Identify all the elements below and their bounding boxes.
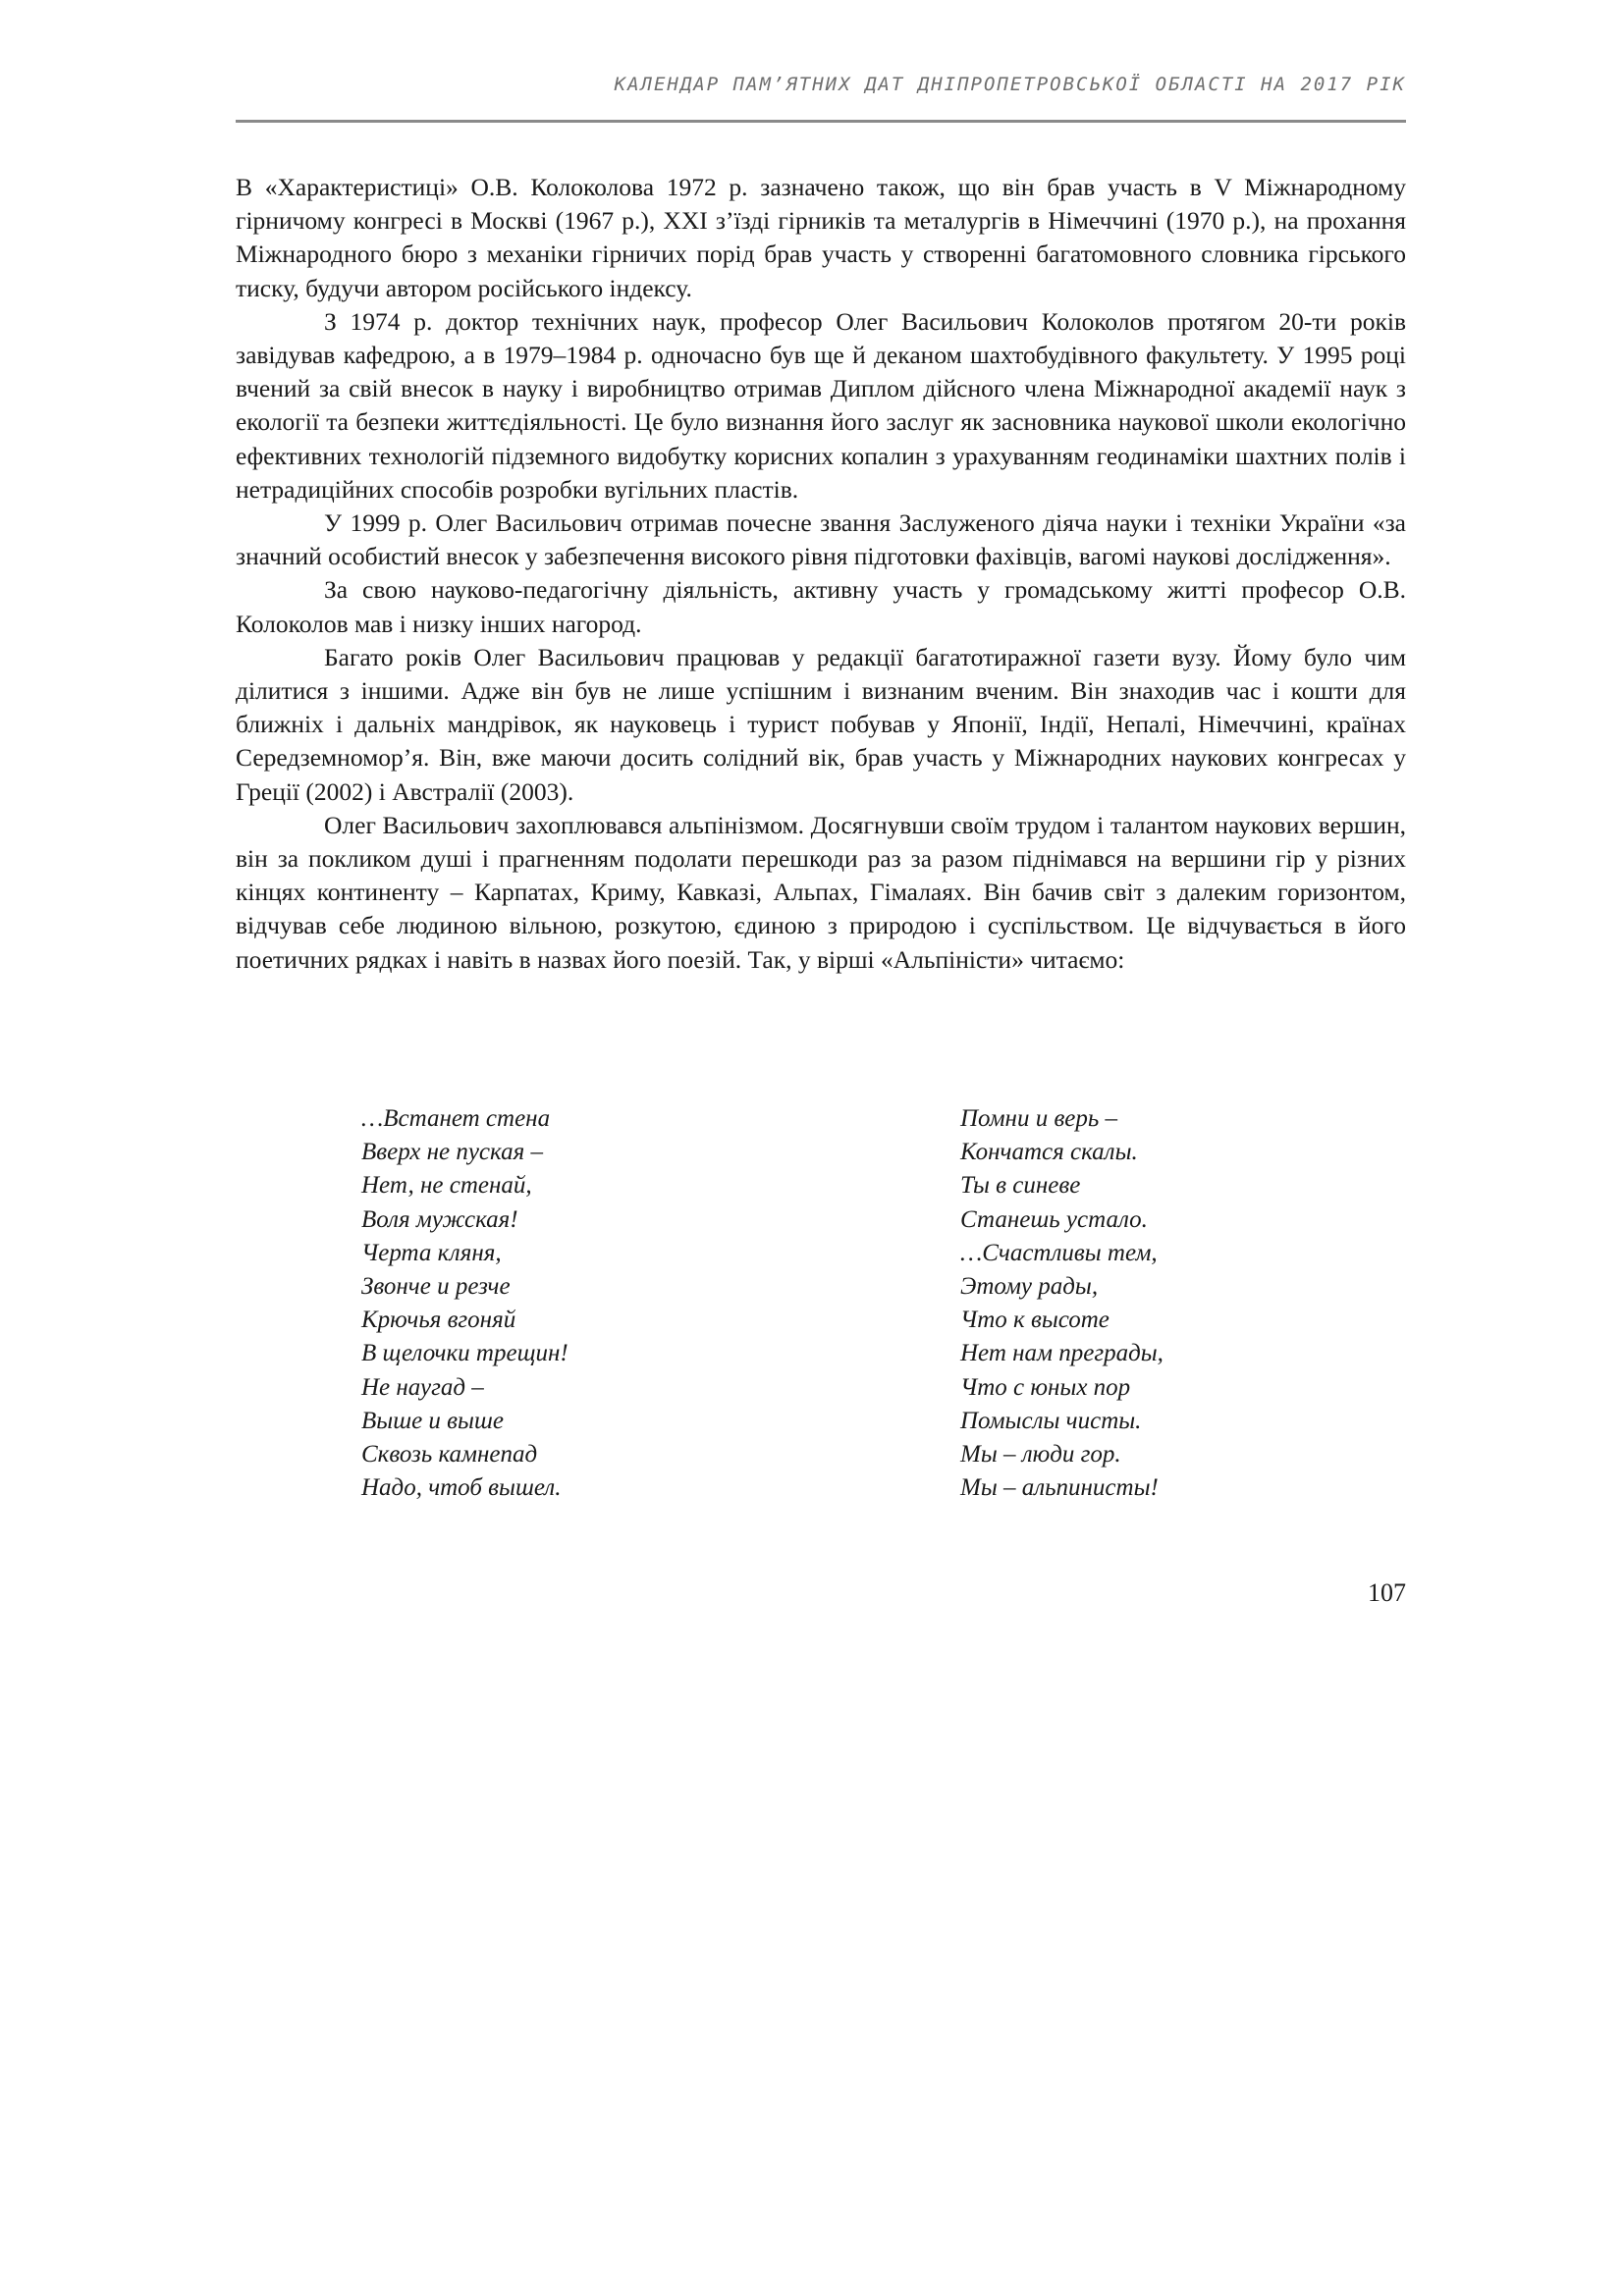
- paragraph: Багато років Олег Васильович працював у редакції багатотиражної газети вузу. Йому було чим ділитися з іншими. Адже він був не лише успішним і визнаним вченим. Він знаходив час і кошти для ближніх і дальніх мандрівок, як науковець і турист побував у Японії, Індії, Непалі, Німеччині, країнах Середземномор’я. Він, вже маючи досить солідний вік, брав участь у Міжнародних наукових конгресах у Греції (2002) і Австралії (2003).: [236, 642, 1406, 806]
- poem-line: Что с юных пор: [960, 1373, 1131, 1401]
- paragraph: В «Характеристиці» О.В. Колоколова 1972 р. зазначено також, що він брав участь в V Міжнародному гірничому конгресі в Москві (1967 р.), XXI з’їзді гірників та металургів в Німеччині (1970 р.), на прохання Міжнародного бюро з механіки гірничих порід брав участь у створенні багатомовного словника гірського тиску, будучи автором російського індексу.: [236, 173, 1406, 302]
- poem-line: …Встанет стена: [361, 1105, 551, 1132]
- poem-line: Нет, не стенай,: [361, 1172, 532, 1200]
- poem-line: Не наугад –: [361, 1373, 484, 1401]
- poem-line: Вверх не пуская –: [361, 1139, 543, 1166]
- running-header: КАЛЕНДАР ПАМ’ЯТНИХ ДАТ ДНІПРОПЕТРОВСЬКОЇ ОБЛАСТІ НА 2017 РІК: [614, 74, 1406, 95]
- poem-column-left: [361, 1102, 568, 1505]
- poem-line: Сквозь камнепад: [361, 1441, 538, 1468]
- poem-line: Что к высоте: [960, 1307, 1110, 1334]
- poem-line: Этому рады,: [960, 1273, 1099, 1301]
- header-divider: [236, 120, 1406, 123]
- poem-line: Надо, чтоб вышел.: [361, 1474, 562, 1502]
- paragraph: З 1974 р. доктор технічних наук, професор Олег Васильович Колоколов протягом 20-ти років завідував кафедрою, а в 1979–1984 р. одночасно був ще й деканом шахтобудівного факультету. У 1995 році вчений за свій внесок в науку і виробництво отримав Диплом дійсного члена Міжнародної академії наук з екології та безпеки життєдіяльності. Це було визнання його заслуг як засновника наукової школи екологічно ефективних технологій підземного видобутку корисних копалин з урахуванням геодинаміки шахтних полів і нетрадиційних способів розробки вугільних пластів.: [236, 306, 1406, 504]
- poem-line: В щелочки трещин!: [361, 1340, 568, 1367]
- poem-line: Крючья вгоняй: [361, 1307, 516, 1334]
- poem-column-right: [960, 1102, 1164, 1505]
- poem-line: Воля мужская!: [361, 1205, 518, 1233]
- poem-line: …Счастливы тем,: [960, 1239, 1158, 1266]
- poem-line: Помыслы чисты.: [960, 1407, 1142, 1434]
- poem-line: Кончатся скалы.: [960, 1139, 1138, 1166]
- article-body: [236, 171, 1406, 977]
- poem-line: Ты в синеве: [960, 1172, 1081, 1200]
- paragraph: За свою науково-педагогічну діяльність, активну участь у громадському житті професор О.В. Колоколов мав і низку інших нагород.: [236, 575, 1406, 638]
- paragraph: Олег Васильович захоплювався альпінізмом. Досягнувши своїм трудом і талантом наукових вершин, він за покликом душі і прагненням подолати перешкоди раз за разом піднімався на вершини гір у різних кінцях континенту – Карпатах, Криму, Кавказі, Альпах, Гімалаях. Він бачив світ з далеким горизонтом, відчував себе людиною вільною, розкутою, єдиною з природою і суспільством. Це відчувається в його поетичних рядках і навіть в назвах його поезій. Так, у вірші «Альпіністи» читаємо:: [236, 810, 1406, 974]
- poem-line: Нет нам преграды,: [960, 1340, 1164, 1367]
- poem-line: Мы – альпинисты!: [960, 1474, 1159, 1502]
- poem-line: Станешь устало.: [960, 1205, 1148, 1233]
- poem-line: Мы – люди гор.: [960, 1441, 1121, 1468]
- poem-line: Черта кляня,: [361, 1239, 502, 1266]
- poem-line: Помни и верь –: [960, 1105, 1118, 1132]
- poem-line: Звонче и резче: [361, 1273, 511, 1301]
- page-number: 107: [1368, 1578, 1406, 1607]
- paragraph: У 1999 р. Олег Васильович отримав почесне звання Заслуженого діяча науки і техніки України «за значний особистий внесок у забезпечення високого рівня підготовки фахівців, вагомі наукові дослідження».: [236, 508, 1406, 571]
- poem-line: Выше и выше: [361, 1407, 504, 1434]
